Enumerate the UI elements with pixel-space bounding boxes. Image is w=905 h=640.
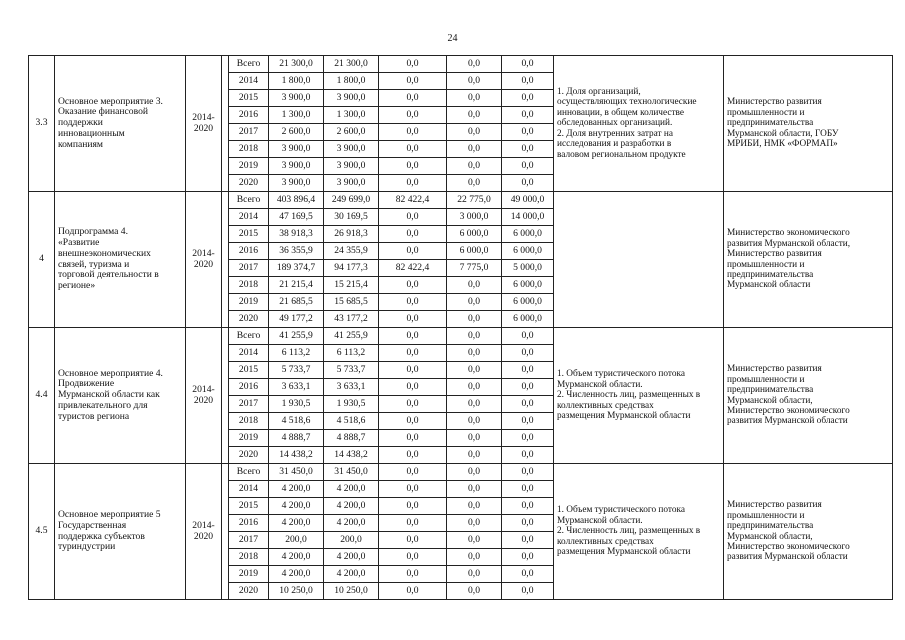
- table-row: [29, 56, 893, 73]
- total-value-cell: 14 438,2: [269, 447, 324, 464]
- local-budget-cell: 0,0: [447, 464, 502, 481]
- other-sources-cell: 0,0: [502, 447, 554, 464]
- other-sources-cell: 0,0: [502, 549, 554, 566]
- regional-budget-cell: 1 930,5: [324, 396, 379, 413]
- local-budget-cell: 0,0: [447, 311, 502, 328]
- other-sources-cell: 49 000,0: [502, 192, 554, 209]
- year-cell: Всего: [229, 328, 269, 345]
- regional-budget-cell: 4 200,0: [324, 566, 379, 583]
- responsible-cell: Министерство развития промышленности и предпринимательства Мурманской области, Министерство экономического развития Мурманской области: [724, 464, 893, 600]
- total-value-cell: 4 888,7: [269, 430, 324, 447]
- local-budget-cell: 0,0: [447, 549, 502, 566]
- local-budget-cell: 0,0: [447, 481, 502, 498]
- other-sources-cell: 0,0: [502, 141, 554, 158]
- responsible-cell: Министерство развития промышленности и предпринимательства Мурманской области, Министерство экономического развития Мурманской области: [724, 328, 893, 464]
- year-cell: 2014: [229, 345, 269, 362]
- total-value-cell: 4 200,0: [269, 481, 324, 498]
- total-value-cell: 47 169,5: [269, 209, 324, 226]
- total-value-cell: 41 255,9: [269, 328, 324, 345]
- regional-budget-cell: 14 438,2: [324, 447, 379, 464]
- local-budget-cell: 0,0: [447, 328, 502, 345]
- year-cell: 2020: [229, 311, 269, 328]
- table-row: [29, 192, 893, 209]
- year-cell: 2015: [229, 362, 269, 379]
- total-value-cell: 21 215,4: [269, 277, 324, 294]
- local-budget-cell: 0,0: [447, 583, 502, 600]
- federal-budget-cell: 0,0: [379, 481, 447, 498]
- year-cell: 2020: [229, 583, 269, 600]
- year-cell: Всего: [229, 192, 269, 209]
- year-cell: 2016: [229, 379, 269, 396]
- total-value-cell: 1 300,0: [269, 107, 324, 124]
- other-sources-cell: 0,0: [502, 481, 554, 498]
- regional-budget-cell: 10 250,0: [324, 583, 379, 600]
- other-sources-cell: 0,0: [502, 158, 554, 175]
- total-value-cell: 189 374,7: [269, 260, 324, 277]
- column-gap: [222, 192, 229, 328]
- total-value-cell: 4 200,0: [269, 498, 324, 515]
- section-period: 2014- 2020: [186, 56, 222, 192]
- federal-budget-cell: 0,0: [379, 515, 447, 532]
- total-value-cell: 6 113,2: [269, 345, 324, 362]
- regional-budget-cell: 94 177,3: [324, 260, 379, 277]
- local-budget-cell: 0,0: [447, 124, 502, 141]
- total-value-cell: 10 250,0: [269, 583, 324, 600]
- total-value-cell: 4 200,0: [269, 515, 324, 532]
- total-value-cell: 5 733,7: [269, 362, 324, 379]
- regional-budget-cell: 2 600,0: [324, 124, 379, 141]
- section-period: 2014- 2020: [186, 464, 222, 600]
- federal-budget-cell: 82 422,4: [379, 192, 447, 209]
- total-value-cell: 31 450,0: [269, 464, 324, 481]
- other-sources-cell: 5 000,0: [502, 260, 554, 277]
- federal-budget-cell: 0,0: [379, 124, 447, 141]
- regional-budget-cell: 5 733,7: [324, 362, 379, 379]
- other-sources-cell: 0,0: [502, 56, 554, 73]
- federal-budget-cell: 0,0: [379, 158, 447, 175]
- regional-budget-cell: 26 918,3: [324, 226, 379, 243]
- table-row: [29, 464, 893, 481]
- federal-budget-cell: 0,0: [379, 396, 447, 413]
- local-budget-cell: 0,0: [447, 90, 502, 107]
- total-value-cell: 3 900,0: [269, 175, 324, 192]
- total-value-cell: 4 200,0: [269, 566, 324, 583]
- other-sources-cell: 6 000,0: [502, 243, 554, 260]
- local-budget-cell: 0,0: [447, 413, 502, 430]
- other-sources-cell: 0,0: [502, 328, 554, 345]
- year-cell: 2019: [229, 566, 269, 583]
- year-cell: 2018: [229, 141, 269, 158]
- local-budget-cell: 0,0: [447, 141, 502, 158]
- local-budget-cell: 22 775,0: [447, 192, 502, 209]
- other-sources-cell: 0,0: [502, 379, 554, 396]
- regional-budget-cell: 3 900,0: [324, 141, 379, 158]
- local-budget-cell: 0,0: [447, 294, 502, 311]
- regional-budget-cell: 24 355,9: [324, 243, 379, 260]
- year-cell: 2019: [229, 294, 269, 311]
- federal-budget-cell: 0,0: [379, 311, 447, 328]
- federal-budget-cell: 0,0: [379, 90, 447, 107]
- indicators-cell: 1. Объем туристического потока Мурманской области. 2. Численность лиц, размещенных в коллективных средствах размещения Мурманской области: [554, 464, 724, 600]
- local-budget-cell: 3 000,0: [447, 209, 502, 226]
- table-row: [29, 328, 893, 345]
- federal-budget-cell: 0,0: [379, 226, 447, 243]
- year-cell: 2017: [229, 124, 269, 141]
- other-sources-cell: 0,0: [502, 430, 554, 447]
- total-value-cell: 4 200,0: [269, 549, 324, 566]
- other-sources-cell: 0,0: [502, 73, 554, 90]
- total-value-cell: 4 518,6: [269, 413, 324, 430]
- regional-budget-cell: 3 633,1: [324, 379, 379, 396]
- section-number: 3.3: [29, 56, 55, 192]
- section-title: Основное мероприятие 3. Оказание финансовой поддержки инновационным компаниям: [55, 56, 186, 192]
- total-value-cell: 3 900,0: [269, 141, 324, 158]
- local-budget-cell: 0,0: [447, 158, 502, 175]
- year-cell: 2019: [229, 430, 269, 447]
- year-cell: 2017: [229, 260, 269, 277]
- section-title: Подпрограмма 4. «Развитие внешнеэкономических связей, туризма и торговой деятельности в регионе»: [55, 192, 186, 328]
- total-value-cell: 21 300,0: [269, 56, 324, 73]
- federal-budget-cell: 0,0: [379, 413, 447, 430]
- regional-budget-cell: 4 200,0: [324, 481, 379, 498]
- regional-budget-cell: 6 113,2: [324, 345, 379, 362]
- federal-budget-cell: 0,0: [379, 107, 447, 124]
- section-title: Основное мероприятие 4. Продвижение Мурманской области как привлекательного для туристов региона: [55, 328, 186, 464]
- federal-budget-cell: 0,0: [379, 498, 447, 515]
- other-sources-cell: 0,0: [502, 175, 554, 192]
- regional-budget-cell: 1 800,0: [324, 73, 379, 90]
- year-cell: 2018: [229, 277, 269, 294]
- federal-budget-cell: 0,0: [379, 549, 447, 566]
- regional-budget-cell: 15 685,5: [324, 294, 379, 311]
- regional-budget-cell: 4 200,0: [324, 515, 379, 532]
- column-gap: [222, 464, 229, 600]
- page-number: 24: [447, 33, 458, 44]
- federal-budget-cell: 0,0: [379, 464, 447, 481]
- federal-budget-cell: 0,0: [379, 277, 447, 294]
- regional-budget-cell: 4 518,6: [324, 413, 379, 430]
- column-gap: [222, 56, 229, 192]
- total-value-cell: 3 633,1: [269, 379, 324, 396]
- local-budget-cell: 0,0: [447, 379, 502, 396]
- total-value-cell: 38 918,3: [269, 226, 324, 243]
- section-number: 4.4: [29, 328, 55, 464]
- year-cell: Всего: [229, 464, 269, 481]
- regional-budget-cell: 3 900,0: [324, 175, 379, 192]
- section-period: 2014- 2020: [186, 192, 222, 328]
- federal-budget-cell: 0,0: [379, 379, 447, 396]
- total-value-cell: 3 900,0: [269, 158, 324, 175]
- local-budget-cell: 0,0: [447, 345, 502, 362]
- other-sources-cell: 0,0: [502, 362, 554, 379]
- year-cell: 2018: [229, 549, 269, 566]
- other-sources-cell: 0,0: [502, 396, 554, 413]
- total-value-cell: 1 800,0: [269, 73, 324, 90]
- other-sources-cell: 0,0: [502, 515, 554, 532]
- federal-budget-cell: 0,0: [379, 294, 447, 311]
- year-cell: Всего: [229, 56, 269, 73]
- regional-budget-cell: 4 200,0: [324, 549, 379, 566]
- year-cell: 2014: [229, 209, 269, 226]
- year-cell: 2014: [229, 481, 269, 498]
- year-cell: 2020: [229, 175, 269, 192]
- year-cell: 2015: [229, 90, 269, 107]
- regional-budget-cell: 4 888,7: [324, 430, 379, 447]
- local-budget-cell: 0,0: [447, 107, 502, 124]
- local-budget-cell: 0,0: [447, 396, 502, 413]
- responsible-cell: Министерство экономического развития Мурманской области, Министерство развития промышленности и предпринимательства Мурманской области: [724, 192, 893, 328]
- other-sources-cell: 0,0: [502, 532, 554, 549]
- federal-budget-cell: 0,0: [379, 430, 447, 447]
- total-value-cell: 21 685,5: [269, 294, 324, 311]
- year-cell: 2017: [229, 532, 269, 549]
- other-sources-cell: 6 000,0: [502, 277, 554, 294]
- federal-budget-cell: 0,0: [379, 141, 447, 158]
- regional-budget-cell: 3 900,0: [324, 158, 379, 175]
- regional-budget-cell: 15 215,4: [324, 277, 379, 294]
- year-cell: 2016: [229, 107, 269, 124]
- other-sources-cell: 6 000,0: [502, 311, 554, 328]
- regional-budget-cell: 21 300,0: [324, 56, 379, 73]
- year-cell: 2017: [229, 396, 269, 413]
- local-budget-cell: 6 000,0: [447, 243, 502, 260]
- local-budget-cell: 7 775,0: [447, 260, 502, 277]
- local-budget-cell: 0,0: [447, 430, 502, 447]
- federal-budget-cell: 0,0: [379, 566, 447, 583]
- regional-budget-cell: 41 255,9: [324, 328, 379, 345]
- other-sources-cell: 0,0: [502, 124, 554, 141]
- total-value-cell: 1 930,5: [269, 396, 324, 413]
- other-sources-cell: 0,0: [502, 107, 554, 124]
- total-value-cell: 2 600,0: [269, 124, 324, 141]
- local-budget-cell: 0,0: [447, 175, 502, 192]
- local-budget-cell: 0,0: [447, 447, 502, 464]
- local-budget-cell: 0,0: [447, 566, 502, 583]
- other-sources-cell: 6 000,0: [502, 226, 554, 243]
- federal-budget-cell: 0,0: [379, 243, 447, 260]
- year-cell: 2020: [229, 447, 269, 464]
- program-table: [28, 55, 893, 600]
- local-budget-cell: 0,0: [447, 73, 502, 90]
- responsible-cell: Министерство развития промышленности и предпринимательства Мурманской области, ГОБУ МРИБИ, НМК «ФОРМАП»: [724, 56, 893, 192]
- other-sources-cell: 0,0: [502, 413, 554, 430]
- column-gap: [222, 328, 229, 464]
- other-sources-cell: 0,0: [502, 566, 554, 583]
- federal-budget-cell: 82 422,4: [379, 260, 447, 277]
- federal-budget-cell: 0,0: [379, 73, 447, 90]
- local-budget-cell: 0,0: [447, 498, 502, 515]
- local-budget-cell: 6 000,0: [447, 226, 502, 243]
- other-sources-cell: 0,0: [502, 498, 554, 515]
- total-value-cell: 3 900,0: [269, 90, 324, 107]
- other-sources-cell: 14 000,0: [502, 209, 554, 226]
- federal-budget-cell: 0,0: [379, 345, 447, 362]
- year-cell: 2015: [229, 226, 269, 243]
- year-cell: 2018: [229, 413, 269, 430]
- section-title: Основное мероприятие 5 Государственная поддержка субъектов туриндустрии: [55, 464, 186, 600]
- indicators-cell: 1. Доля организаций, осуществляющих технологические инновации, в общем количестве обследованных организаций. 2. Доля внутренних затрат на исследования и разработки в валовом региональном продукте: [554, 56, 724, 192]
- year-cell: 2016: [229, 243, 269, 260]
- federal-budget-cell: 0,0: [379, 209, 447, 226]
- year-cell: 2015: [229, 498, 269, 515]
- other-sources-cell: 0,0: [502, 464, 554, 481]
- regional-budget-cell: 1 300,0: [324, 107, 379, 124]
- federal-budget-cell: 0,0: [379, 175, 447, 192]
- indicators-cell: [554, 192, 724, 328]
- federal-budget-cell: 0,0: [379, 328, 447, 345]
- federal-budget-cell: 0,0: [379, 362, 447, 379]
- local-budget-cell: 0,0: [447, 515, 502, 532]
- regional-budget-cell: 3 900,0: [324, 90, 379, 107]
- other-sources-cell: 0,0: [502, 90, 554, 107]
- year-cell: 2019: [229, 158, 269, 175]
- total-value-cell: 49 177,2: [269, 311, 324, 328]
- year-cell: 2016: [229, 515, 269, 532]
- federal-budget-cell: 0,0: [379, 583, 447, 600]
- other-sources-cell: 6 000,0: [502, 294, 554, 311]
- table-body: [29, 56, 893, 600]
- total-value-cell: 36 355,9: [269, 243, 324, 260]
- local-budget-cell: 0,0: [447, 532, 502, 549]
- regional-budget-cell: 4 200,0: [324, 498, 379, 515]
- federal-budget-cell: 0,0: [379, 56, 447, 73]
- year-cell: 2014: [229, 73, 269, 90]
- local-budget-cell: 0,0: [447, 56, 502, 73]
- local-budget-cell: 0,0: [447, 277, 502, 294]
- regional-budget-cell: 249 699,0: [324, 192, 379, 209]
- regional-budget-cell: 43 177,2: [324, 311, 379, 328]
- federal-budget-cell: 0,0: [379, 532, 447, 549]
- regional-budget-cell: 200,0: [324, 532, 379, 549]
- other-sources-cell: 0,0: [502, 345, 554, 362]
- regional-budget-cell: 31 450,0: [324, 464, 379, 481]
- federal-budget-cell: 0,0: [379, 447, 447, 464]
- section-number: 4.5: [29, 464, 55, 600]
- other-sources-cell: 0,0: [502, 583, 554, 600]
- section-number: 4: [29, 192, 55, 328]
- total-value-cell: 403 896,4: [269, 192, 324, 209]
- local-budget-cell: 0,0: [447, 362, 502, 379]
- total-value-cell: 200,0: [269, 532, 324, 549]
- regional-budget-cell: 30 169,5: [324, 209, 379, 226]
- indicators-cell: 1. Объем туристического потока Мурманской области. 2. Численность лиц, размещенных в коллективных средствах размещения Мурманской области: [554, 328, 724, 464]
- section-period: 2014- 2020: [186, 328, 222, 464]
